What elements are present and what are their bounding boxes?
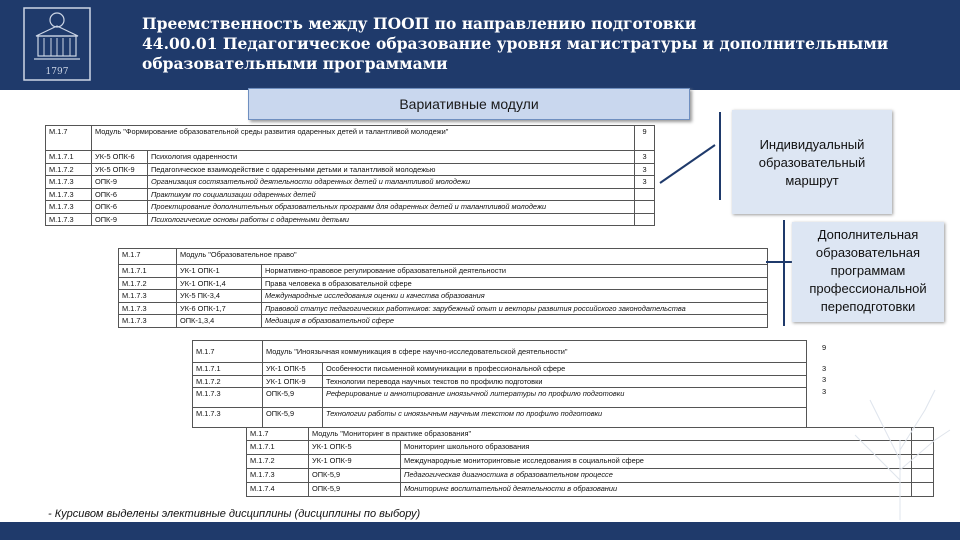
module-title: Модуль "Мониторинг в практике образования": [309, 428, 912, 441]
row-credits: 3: [635, 176, 655, 189]
row-credits: 3: [822, 364, 827, 373]
row-competencies: ОПК-9: [92, 213, 148, 226]
row-discipline: Педагогическая диагностика в образовательном процессе: [401, 468, 912, 482]
row-competencies: УК-5 ОПК-6: [92, 151, 148, 164]
row-credits: 3: [822, 387, 827, 396]
row-discipline: Проектирование дополнительных образовательных программ для одаренных детей и талантливой молодежи: [148, 201, 635, 214]
row-code: М.1.7.2: [193, 375, 263, 388]
module-credits: 9: [635, 126, 655, 151]
title-line: образовательными программами: [142, 54, 448, 73]
module-code: М.1.7: [193, 341, 263, 363]
row-discipline: Особенности письменной коммуникации в профессиональной сфере: [323, 363, 807, 376]
module-code: М.1.7: [119, 249, 177, 265]
logo-year: 1797: [45, 67, 69, 77]
row-discipline: Мониторинг воспитательной деятельности в образовании: [401, 482, 912, 496]
row-discipline: Психологические основы работы с одаренными детьми: [148, 213, 635, 226]
row-competencies: УК-1 ОПК-1,4: [177, 277, 262, 290]
row-discipline: Технологии работы с иноязычным научным текстом по профилю подготовки: [323, 408, 807, 428]
row-credits: 3: [635, 151, 655, 164]
row-code: М.1.7.1: [119, 265, 177, 278]
row-discipline: Права человека в образовательной сфере: [262, 277, 768, 290]
row-code: М.1.7.3: [247, 468, 309, 482]
module-credits: 9: [822, 343, 827, 352]
row-discipline: Педагогическое взаимодействие с одаренными детьми и талантливой молодежью: [148, 163, 635, 176]
row-discipline: Правовой статус педагогических работников: зарубежный опыт и векторы развития российского законодательства: [262, 302, 768, 315]
row-code: М.1.7.4: [247, 482, 309, 496]
row-competencies: УК-1 ОПК-9: [263, 375, 323, 388]
row-code: М.1.7.1: [46, 151, 92, 164]
row-competencies: ОПК-6: [92, 201, 148, 214]
row-discipline: Организация состязательной деятельности одаренных детей и талантливой молодежи: [148, 176, 635, 189]
row-discipline: Психология одаренности: [148, 151, 635, 164]
module-code: М.1.7: [46, 126, 92, 151]
row-code: М.1.7.1: [247, 440, 309, 454]
row-discipline: Реферирование и аннотирование иноязычной литературы по профилю подготовки: [323, 388, 807, 408]
row-competencies: ОПК-6: [92, 188, 148, 201]
row-competencies: ОПК-9: [92, 176, 148, 189]
row-competencies: УК-6 ОПК-1,7: [177, 302, 262, 315]
row-competencies: ОПК-5,9: [263, 388, 323, 408]
row-competencies: УК-1 ОПК-5: [263, 363, 323, 376]
row-code: М.1.7.3: [46, 188, 92, 201]
row-competencies: ОПК-5,9: [309, 482, 401, 496]
row-discipline: Международные мониторинговые исследования в социальной сфере: [401, 454, 912, 468]
module-title: Модуль "Иноязычная коммуникация в сфере научно-исследовательской деятельности": [263, 341, 807, 363]
module-title: Модуль "Формирование образовательной среды развития одаренных детей и талантливой молодежи": [92, 126, 635, 151]
module-code: М.1.7: [247, 428, 309, 441]
row-code: М.1.7.3: [193, 408, 263, 428]
row-credits: 3: [822, 375, 827, 384]
row-code: М.1.7.3: [193, 388, 263, 408]
row-code: М.1.7.3: [46, 213, 92, 226]
connector-line: [660, 145, 715, 183]
row-competencies: УК-5 ПК-3,4: [177, 290, 262, 303]
bottom-bar: [0, 522, 960, 540]
row-competencies: ОПК-1,3,4: [177, 315, 262, 328]
row-discipline: Нормативно-правовое регулирование образовательной деятельности: [262, 265, 768, 278]
row-code: М.1.7.3: [46, 201, 92, 214]
title-line: 44.00.01 Педагогическое образование уровня магистратуры и дополнительными: [142, 34, 889, 53]
additional-program-box: Дополнительная образовательная программам профессиональной переподготовки: [792, 222, 944, 322]
row-competencies: УК-1 ОПК-9: [309, 454, 401, 468]
row-discipline: Практикум по социализации одаренных детей: [148, 188, 635, 201]
row-competencies: ОПК-5,9: [263, 408, 323, 428]
row-code: М.1.7.3: [46, 176, 92, 189]
title-line: Преемственность между ПООП по направлению подготовки: [142, 14, 697, 33]
footnote: - Курсивом выделены элективные дисциплины (дисциплины по выбору): [48, 508, 421, 520]
row-code: М.1.7.3: [119, 315, 177, 328]
variative-modules-banner: Вариативные модули: [248, 88, 690, 120]
row-discipline: Мониторинг школьного образования: [401, 440, 912, 454]
row-discipline: Технологии перевода научных текстов по профилю подготовки: [323, 375, 807, 388]
row-code: М.1.7.2: [119, 277, 177, 290]
decorative-tree-icon: [840, 380, 960, 520]
row-competencies: УК-1 ОПК-1: [177, 265, 262, 278]
row-competencies: УК-1 ОПК-5: [309, 440, 401, 454]
row-code: М.1.7.2: [46, 163, 92, 176]
individual-route-box: Индивидуальный образовательный маршрут: [732, 110, 892, 214]
row-code: М.1.7.3: [119, 290, 177, 303]
row-code: М.1.7.2: [247, 454, 309, 468]
row-credits: 3: [635, 163, 655, 176]
row-competencies: ОПК-5,9: [309, 468, 401, 482]
row-code: М.1.7.3: [119, 302, 177, 315]
row-competencies: УК-5 ОПК-9: [92, 163, 148, 176]
module-title: Модуль "Образовательное право": [177, 249, 768, 265]
row-discipline: Международные исследования оценки и качества образования: [262, 290, 768, 303]
row-code: М.1.7.1: [193, 363, 263, 376]
row-discipline: Медиация в образовательной сфере: [262, 315, 768, 328]
